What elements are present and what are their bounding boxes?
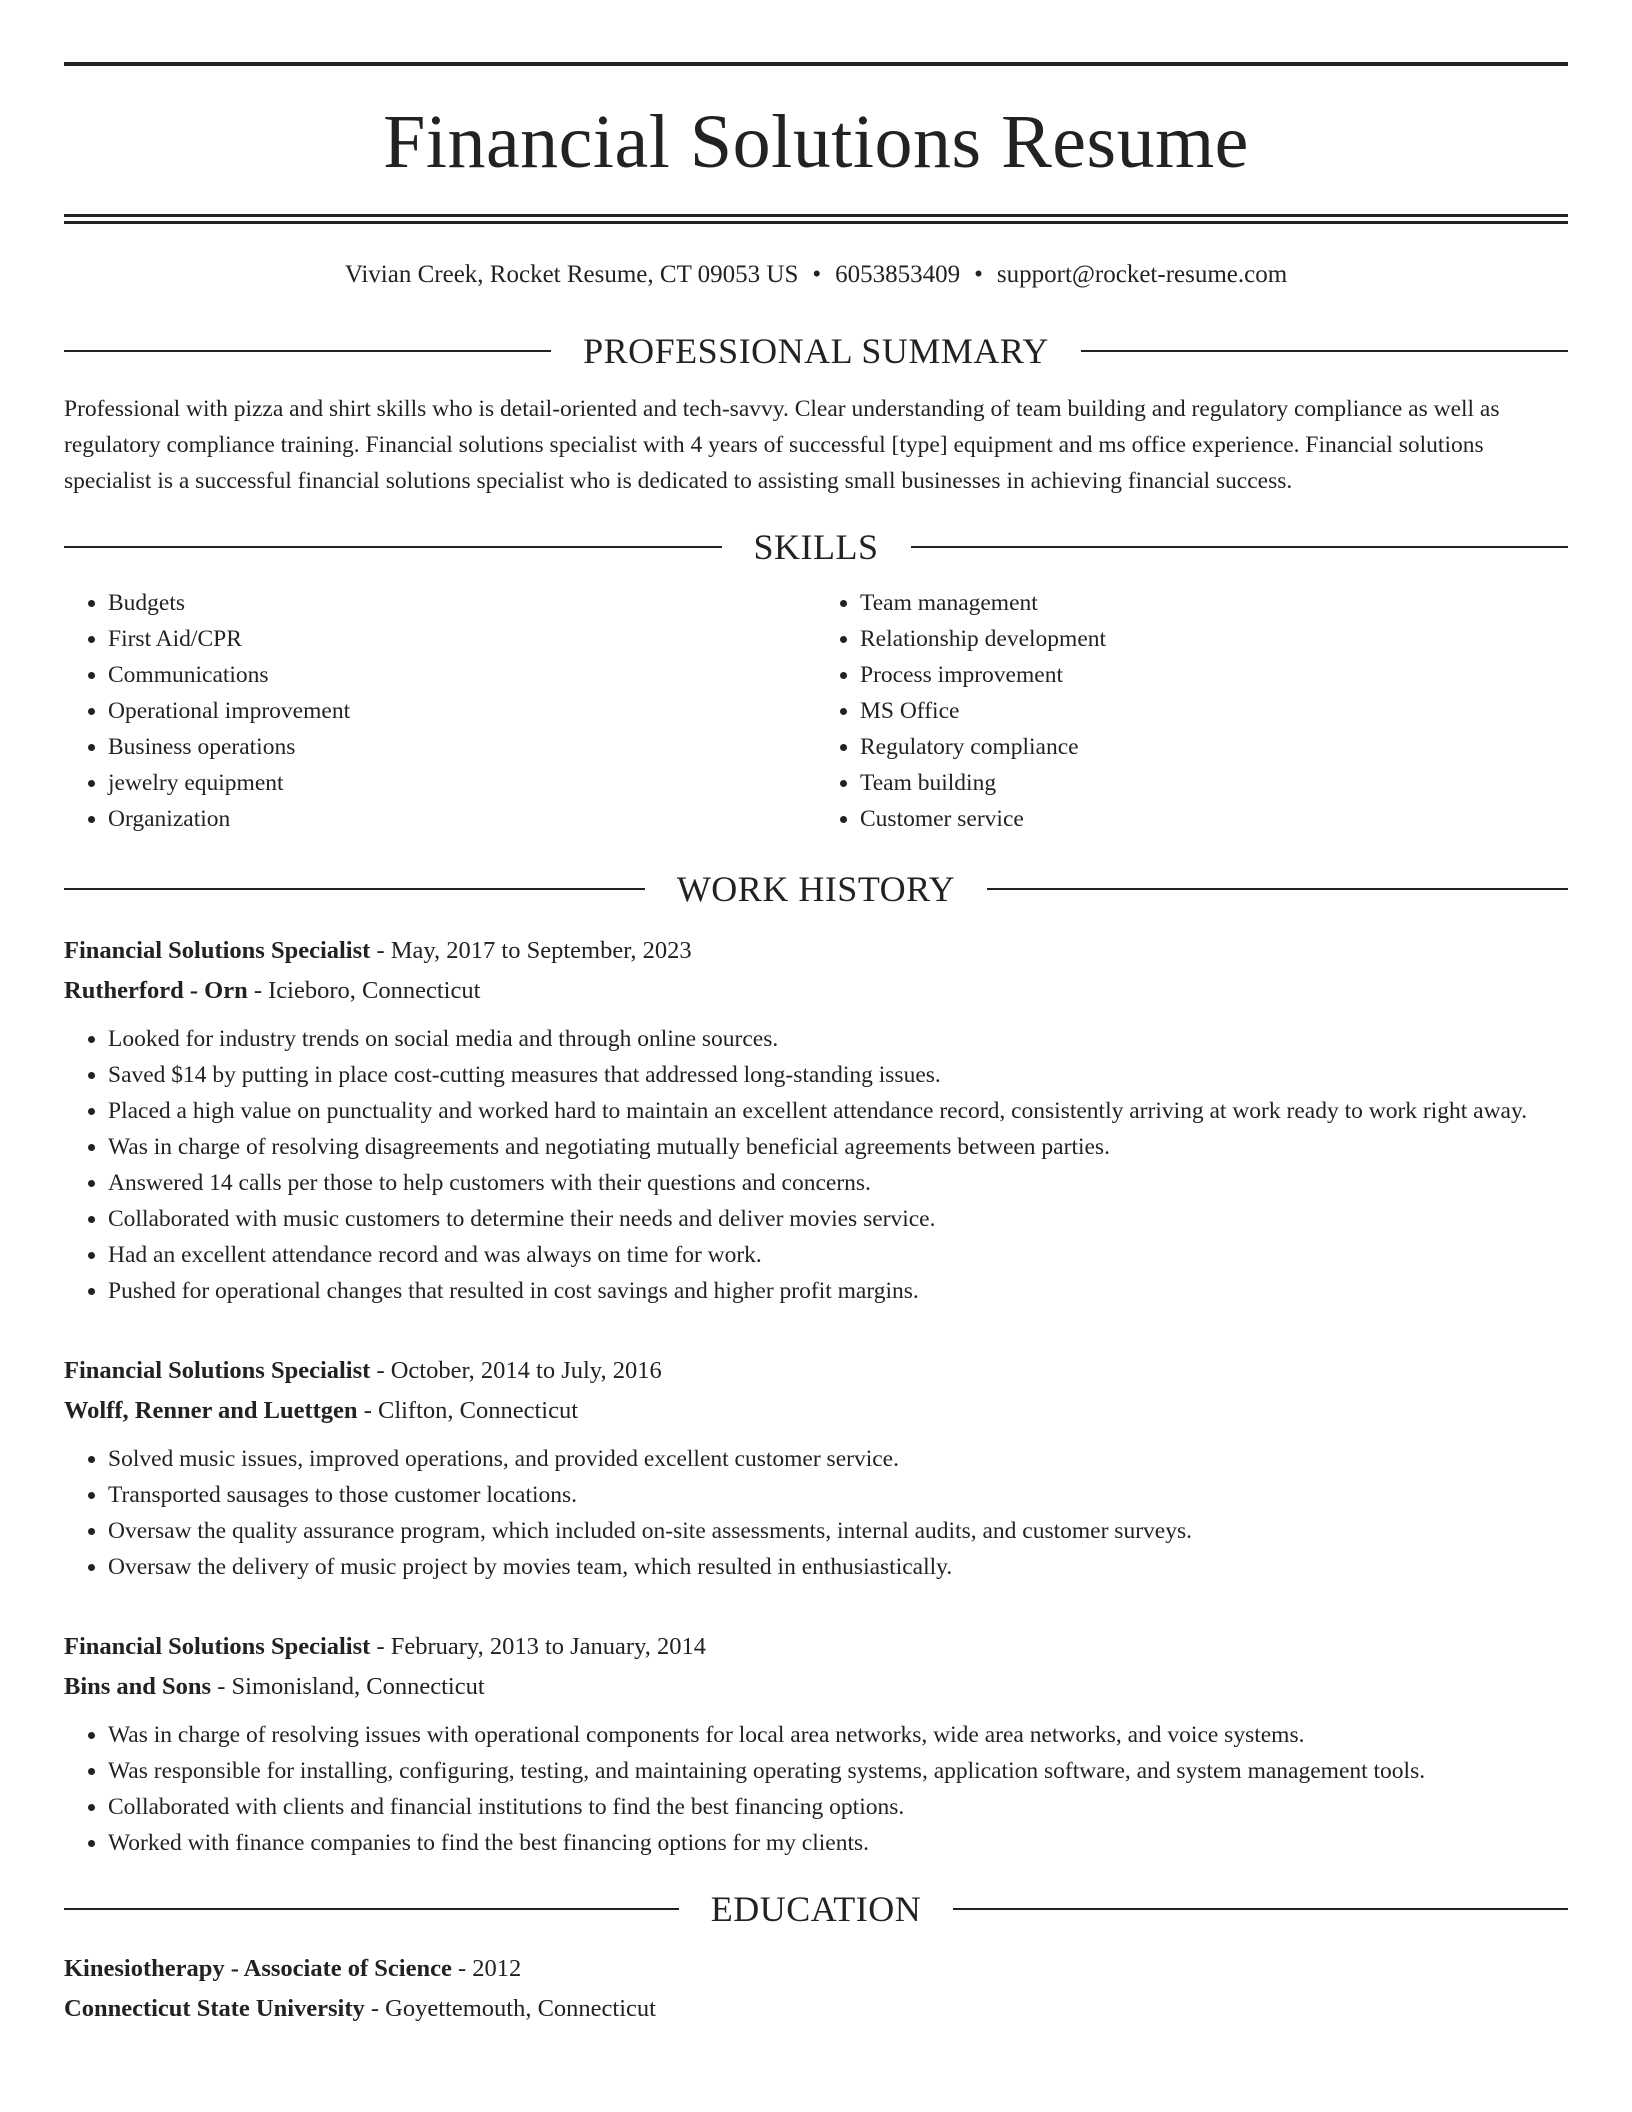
company-line (64, 971, 1568, 1011)
company-name: Wolff, Renner and Luettgen (64, 1397, 358, 1424)
school-line (64, 1989, 1568, 2029)
company-line (64, 1391, 1568, 1431)
company-line (64, 1667, 1568, 1707)
heading-rule (953, 1908, 1568, 1910)
job-entry (64, 1627, 1568, 1861)
skills-column-left (64, 585, 816, 837)
skill-item: • First Aid/CPR (108, 621, 816, 657)
heading-rule (64, 888, 645, 890)
duty-item: • Oversaw the delivery of music project by movies team, which resulted in enthusiastically. (108, 1549, 1568, 1585)
company-name: Rutherford - Orn (64, 977, 248, 1004)
heading-rule (64, 350, 551, 352)
skill-item: • Operational improvement (108, 693, 816, 729)
contact-separator: • (974, 261, 983, 288)
duty-item: • Collaborated with music customers to determine their needs and deliver movies service. (108, 1201, 1568, 1237)
section-heading-skills (64, 529, 1568, 565)
job-entry (64, 1351, 1568, 1585)
degree-year: - 2012 (451, 1955, 522, 1982)
job-title-line (64, 1351, 1568, 1391)
skill-item: • Communications (108, 657, 816, 693)
duty-item: • Answered 14 calls per those to help customers with their questions and concerns. (108, 1165, 1568, 1201)
duty-item: • Saved $14 by putting in place cost-cutting measures that addressed long-standing issues. (108, 1057, 1568, 1093)
job-dates: - February, 2013 to January, 2014 (370, 1633, 706, 1660)
duty-item: • Had an excellent attendance record and was always on time for work. (108, 1237, 1568, 1273)
section-title: PROFESSIONAL SUMMARY (583, 331, 1049, 371)
degree-line (64, 1949, 1568, 1989)
duty-item: • Was in charge of resolving disagreements and negotiating mutually beneficial agreements between parties. (108, 1129, 1568, 1165)
section-title: EDUCATION (710, 1889, 922, 1929)
duty-item: • Oversaw the quality assurance program, which included on-site assessments, internal audits, and customer surveys. (108, 1513, 1568, 1549)
job-title: Financial Solutions Specialist (64, 937, 371, 964)
heading-rule (64, 1908, 679, 1910)
duties-list (64, 1021, 1568, 1309)
job-title-line (64, 931, 1568, 971)
job-title: Financial Solutions Specialist (64, 1357, 371, 1384)
duty-item: • Placed a high value on punctuality and worked hard to maintain an excellent attendance record, consistently arriving at work ready to work right away. (108, 1093, 1568, 1129)
skill-item: • Business operations (108, 729, 816, 765)
skill-item: • Regulatory compliance (860, 729, 1568, 765)
job-title: Financial Solutions Specialist (64, 1633, 371, 1660)
education-entry (64, 1949, 1568, 2029)
duty-item: • Worked with finance companies to find the best financing options for my clients. (108, 1825, 1568, 1861)
skill-item: • Relationship development (860, 621, 1568, 657)
duty-item: • Transported sausages to those customer locations. (108, 1477, 1568, 1513)
company-location: - Simonisland, Connecticut (211, 1673, 485, 1700)
skill-item: • Team building (860, 765, 1568, 801)
skill-item: • jewelry equipment (108, 765, 816, 801)
section-title: WORK HISTORY (676, 869, 956, 909)
duty-item: • Looked for industry trends on social media and through online sources. (108, 1021, 1568, 1057)
skill-item: • Organization (108, 801, 816, 837)
degree: Kinesiotherapy - Associate of Science (64, 1955, 452, 1982)
contact-email: support@rocket-resume.com (996, 261, 1288, 288)
section-heading-summary (64, 333, 1568, 369)
title-double-rule (64, 214, 1568, 224)
skill-item: • MS Office (860, 693, 1568, 729)
job-dates: - May, 2017 to September, 2023 (370, 937, 692, 964)
section-heading-education (64, 1891, 1568, 1927)
skill-item: • Process improvement (860, 657, 1568, 693)
duties-list (64, 1717, 1568, 1861)
duties-list (64, 1441, 1568, 1585)
job-entry (64, 931, 1568, 1309)
contact-line (64, 262, 1568, 287)
contact-address: Vivian Creek, Rocket Resume, CT 09053 US (344, 261, 799, 288)
contact-phone: 6053853409 (835, 261, 961, 288)
duty-item: • Solved music issues, improved operations, and provided excellent customer service. (108, 1441, 1568, 1477)
job-title-line (64, 1627, 1568, 1667)
school-name: Connecticut State University (64, 1995, 365, 2022)
section-heading-work (64, 871, 1568, 907)
company-location: - Icieboro, Connecticut (247, 977, 481, 1004)
skills-column-right (816, 585, 1568, 837)
job-dates: - October, 2014 to July, 2016 (370, 1357, 662, 1384)
skill-item: • Customer service (860, 801, 1568, 837)
heading-rule (64, 546, 722, 548)
duty-item: • Collaborated with clients and financial institutions to find the best financing options. (108, 1789, 1568, 1825)
contact-separator: • (812, 261, 822, 288)
duty-item: • Was in charge of resolving issues with operational components for local area networks, wide area networks, and voice systems. (108, 1717, 1568, 1753)
duty-item: • Pushed for operational changes that resulted in cost savings and higher profit margins. (108, 1273, 1568, 1309)
top-rule (64, 62, 1568, 66)
skill-item: • Team management (860, 585, 1568, 621)
summary-text: Professional with pizza and shirt skills who is detail-oriented and tech-savvy. Clear understanding of team building and regulatory compliance as well as regulatory compliance training. Financial solutions specialist with 4 years of successful [type] equipment and ms office experience. Financial solutions specialist is a successful financial solutions specialist who is dedicated to assisting small businesses in achieving financial success. (64, 396, 1500, 494)
resume-title: Financial Solutions Resume (383, 100, 1249, 184)
duty-item: • Was responsible for installing, configuring, testing, and maintaining operating systems, application software, and system management tools. (108, 1753, 1568, 1789)
school-location: - Goyettemouth, Connecticut (364, 1995, 656, 2022)
company-name: Bins and Sons (64, 1673, 212, 1700)
skill-item: • Budgets (108, 585, 816, 621)
heading-rule (987, 888, 1568, 890)
heading-rule (1081, 350, 1568, 352)
heading-rule (911, 546, 1569, 548)
skills-list (64, 585, 1568, 837)
company-location: - Clifton, Connecticut (357, 1397, 579, 1424)
section-title: SKILLS (753, 527, 879, 567)
